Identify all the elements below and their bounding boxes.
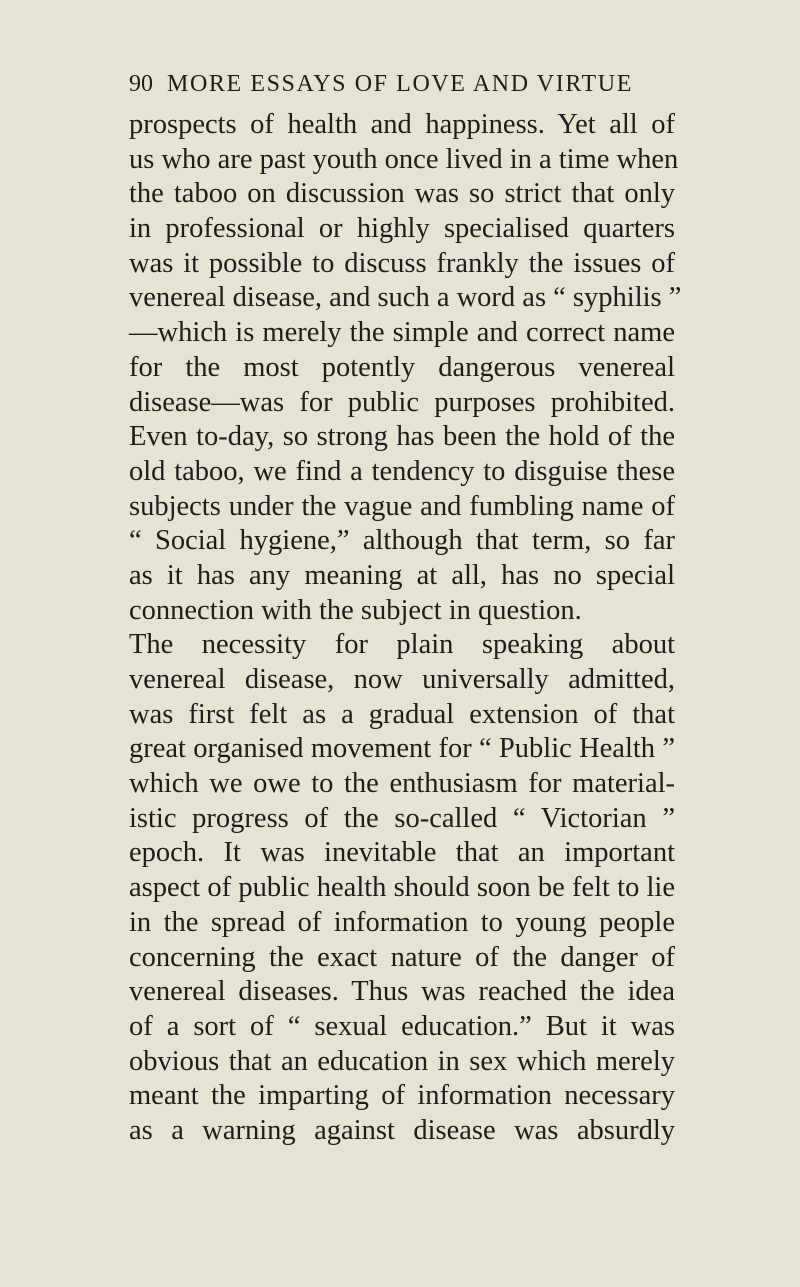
text-line: disease—was for public purposes prohibited. bbox=[129, 386, 675, 418]
text-line: which we owe to the enthusiasm for material- bbox=[129, 768, 675, 800]
text-line: meant the imparting of information necessary bbox=[129, 1080, 675, 1112]
text-line: Even to-day, so strong has been the hold of the bbox=[129, 421, 675, 453]
text-line: of a sort of “ sexual education.” But it was bbox=[129, 1010, 675, 1042]
text-line: was first felt as a gradual extension of that bbox=[129, 698, 675, 730]
text-line: in the spread of information to young people bbox=[129, 906, 675, 938]
text-line: venereal disease, and such a word as “ syphilis ” bbox=[129, 282, 682, 314]
running-title: MORE ESSAYS OF LOVE AND VIRTUE bbox=[167, 71, 633, 97]
text-line: connection with the subject in question. bbox=[129, 594, 582, 626]
running-head bbox=[129, 66, 689, 102]
text-line: obvious that an education in sex which merely bbox=[129, 1045, 675, 1077]
text-line: “ Social hygiene,” although that term, so far bbox=[129, 525, 675, 557]
text-line: old taboo, we find a tendency to disguise these bbox=[129, 455, 675, 487]
text-line: was it possible to discuss frankly the issues of bbox=[129, 247, 675, 279]
text-line: prospects of health and happiness. Yet all of bbox=[129, 109, 675, 140]
text-line: as a warning against disease was absurdly bbox=[129, 1114, 675, 1146]
text-line: aspect of public health should soon be felt to lie bbox=[129, 872, 675, 904]
text-line: us who are past youth once lived in a time when bbox=[129, 143, 679, 175]
text-line: great organised movement for “ Public Health ” bbox=[129, 733, 675, 765]
text-line: istic progress of the so-called “ Victorian ” bbox=[129, 802, 675, 834]
text-line: in professional or highly specialised quarters bbox=[129, 213, 675, 245]
text-line: venereal diseases. Thus was reached the idea bbox=[129, 976, 675, 1008]
text-line: as it has any meaning at all, has no special bbox=[129, 559, 675, 591]
text-line: for the most potently dangerous venereal bbox=[129, 351, 675, 383]
text-line: venereal disease, now universally admitted, bbox=[129, 664, 675, 695]
text-line: subjects under the vague and fumbling name of bbox=[129, 490, 675, 522]
page-number: 90 bbox=[129, 71, 153, 97]
text-line: The necessity for plain speaking about bbox=[129, 629, 675, 661]
text-line: the taboo on discussion was so strict that only bbox=[129, 178, 675, 210]
text-line: —which is merely the simple and correct name bbox=[129, 317, 675, 349]
body-text bbox=[129, 108, 682, 1149]
text-line: concerning the exact nature of the danger of bbox=[129, 941, 675, 973]
text-line: epoch. It was inevitable that an important bbox=[129, 837, 675, 869]
